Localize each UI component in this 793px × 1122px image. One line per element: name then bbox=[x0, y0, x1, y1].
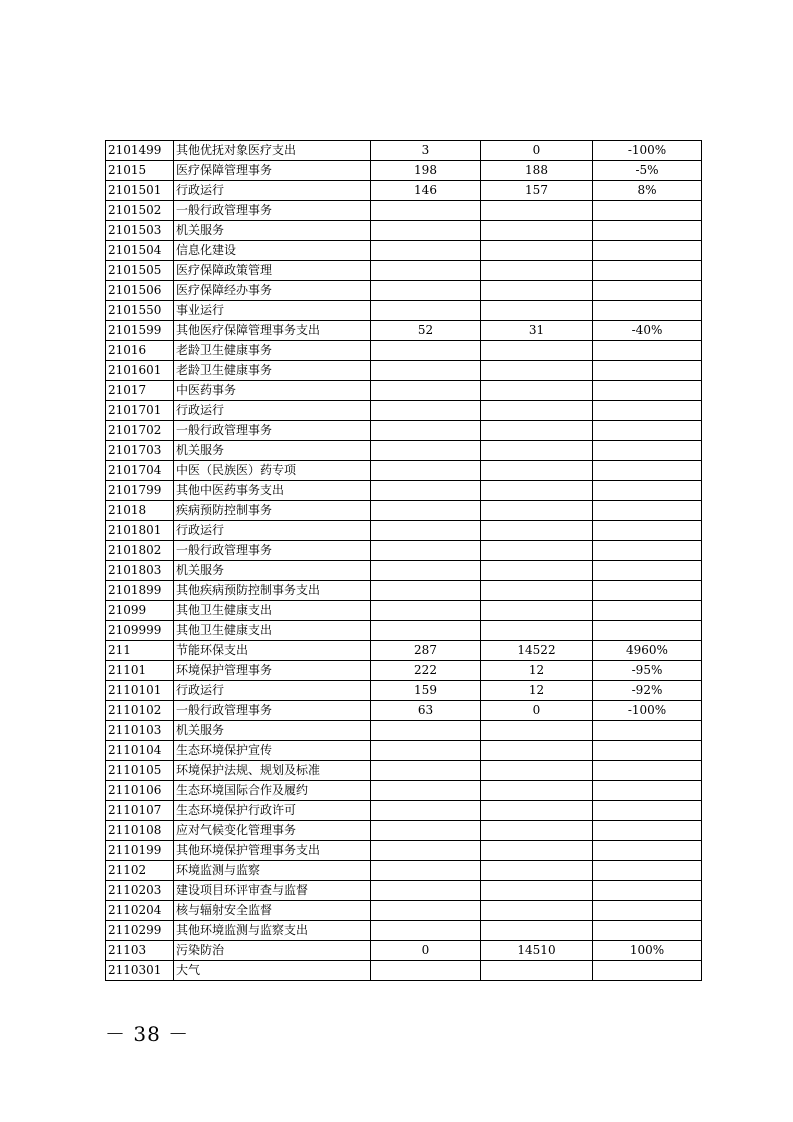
table-row bbox=[106, 421, 702, 441]
subject-code-cell: 2110106 bbox=[106, 781, 174, 801]
subject-name-cell: 机关服务 bbox=[174, 221, 371, 241]
subject-name-cell: 疾病预防控制事务 bbox=[174, 501, 371, 521]
subject-name-cell: 信息化建设 bbox=[174, 241, 371, 261]
change-percent-cell bbox=[593, 501, 702, 521]
amount-b-cell bbox=[481, 521, 593, 541]
subject-name-cell: 机关服务 bbox=[174, 561, 371, 581]
table-row bbox=[106, 401, 702, 421]
amount-a-cell bbox=[371, 421, 481, 441]
amount-a-cell: 3 bbox=[371, 141, 481, 161]
amount-a-cell bbox=[371, 441, 481, 461]
subject-code-cell: 2110103 bbox=[106, 721, 174, 741]
table-row bbox=[106, 681, 702, 701]
amount-b-cell bbox=[481, 441, 593, 461]
amount-a-cell bbox=[371, 241, 481, 261]
table-row bbox=[106, 621, 702, 641]
subject-code-cell: 2109999 bbox=[106, 621, 174, 641]
amount-a-cell bbox=[371, 621, 481, 641]
subject-code-cell: 21099 bbox=[106, 601, 174, 621]
subject-code-cell: 2101502 bbox=[106, 201, 174, 221]
change-percent-cell bbox=[593, 461, 702, 481]
table-row bbox=[106, 281, 702, 301]
subject-name-cell: 行政运行 bbox=[174, 521, 371, 541]
amount-a-cell bbox=[371, 821, 481, 841]
change-percent-cell: 4960% bbox=[593, 641, 702, 661]
subject-name-cell: 其他中医药事务支出 bbox=[174, 481, 371, 501]
table-row bbox=[106, 341, 702, 361]
subject-name-cell: 建设项目环评审查与监督 bbox=[174, 881, 371, 901]
amount-b-cell bbox=[481, 961, 593, 981]
table-row bbox=[106, 461, 702, 481]
subject-code-cell: 21102 bbox=[106, 861, 174, 881]
subject-code-cell: 2110199 bbox=[106, 841, 174, 861]
change-percent-cell bbox=[593, 901, 702, 921]
subject-code-cell: 2101505 bbox=[106, 261, 174, 281]
amount-a-cell bbox=[371, 721, 481, 741]
subject-name-cell: 环境监测与监察 bbox=[174, 861, 371, 881]
table-row bbox=[106, 561, 702, 581]
change-percent-cell bbox=[593, 581, 702, 601]
amount-b-cell: 14510 bbox=[481, 941, 593, 961]
subject-code-cell: 21103 bbox=[106, 941, 174, 961]
table-row bbox=[106, 521, 702, 541]
subject-code-cell: 2110107 bbox=[106, 801, 174, 821]
amount-a-cell bbox=[371, 341, 481, 361]
amount-a-cell bbox=[371, 761, 481, 781]
amount-a-cell: 222 bbox=[371, 661, 481, 681]
table-row bbox=[106, 641, 702, 661]
table-row bbox=[106, 441, 702, 461]
change-percent-cell bbox=[593, 481, 702, 501]
subject-name-cell: 老龄卫生健康事务 bbox=[174, 361, 371, 381]
table-row bbox=[106, 581, 702, 601]
subject-code-cell: 2101601 bbox=[106, 361, 174, 381]
change-percent-cell bbox=[593, 861, 702, 881]
table-row bbox=[106, 221, 702, 241]
amount-b-cell bbox=[481, 261, 593, 281]
amount-a-cell: 0 bbox=[371, 941, 481, 961]
subject-code-cell: 2110299 bbox=[106, 921, 174, 941]
subject-name-cell: 行政运行 bbox=[174, 681, 371, 701]
change-percent-cell bbox=[593, 221, 702, 241]
amount-a-cell bbox=[371, 601, 481, 621]
subject-name-cell: 中医药事务 bbox=[174, 381, 371, 401]
amount-a-cell: 287 bbox=[371, 641, 481, 661]
subject-name-cell: 环境保护法规、规划及标准 bbox=[174, 761, 371, 781]
amount-b-cell bbox=[481, 401, 593, 421]
change-percent-cell bbox=[593, 541, 702, 561]
amount-b-cell bbox=[481, 381, 593, 401]
amount-b-cell bbox=[481, 341, 593, 361]
subject-name-cell: 大气 bbox=[174, 961, 371, 981]
change-percent-cell bbox=[593, 881, 702, 901]
subject-code-cell: 21015 bbox=[106, 161, 174, 181]
subject-code-cell: 2101599 bbox=[106, 321, 174, 341]
amount-a-cell bbox=[371, 541, 481, 561]
amount-a-cell bbox=[371, 261, 481, 281]
subject-name-cell: 事业运行 bbox=[174, 301, 371, 321]
change-percent-cell bbox=[593, 721, 702, 741]
amount-a-cell bbox=[371, 521, 481, 541]
subject-code-cell: 2101499 bbox=[106, 141, 174, 161]
subject-code-cell: 2101803 bbox=[106, 561, 174, 581]
subject-name-cell: 其他卫生健康支出 bbox=[174, 601, 371, 621]
change-percent-cell bbox=[593, 781, 702, 801]
subject-name-cell: 其他医疗保障管理事务支出 bbox=[174, 321, 371, 341]
amount-a-cell bbox=[371, 201, 481, 221]
subject-name-cell: 其他疾病预防控制事务支出 bbox=[174, 581, 371, 601]
amount-b-cell bbox=[481, 801, 593, 821]
subject-code-cell: 2101504 bbox=[106, 241, 174, 261]
subject-name-cell: 应对气候变化管理事务 bbox=[174, 821, 371, 841]
subject-code-cell: 2110301 bbox=[106, 961, 174, 981]
subject-name-cell: 生态环境保护宣传 bbox=[174, 741, 371, 761]
change-percent-cell bbox=[593, 601, 702, 621]
table-row bbox=[106, 721, 702, 741]
table-row bbox=[106, 821, 702, 841]
table-row bbox=[106, 841, 702, 861]
change-percent-cell bbox=[593, 241, 702, 261]
subject-code-cell: 2101704 bbox=[106, 461, 174, 481]
amount-b-cell bbox=[481, 501, 593, 521]
amount-a-cell bbox=[371, 841, 481, 861]
amount-b-cell bbox=[481, 581, 593, 601]
table-row bbox=[106, 241, 702, 261]
table-row bbox=[106, 141, 702, 161]
table-row bbox=[106, 321, 702, 341]
amount-b-cell bbox=[481, 601, 593, 621]
amount-b-cell bbox=[481, 561, 593, 581]
amount-b-cell bbox=[481, 821, 593, 841]
table-row bbox=[106, 701, 702, 721]
change-percent-cell bbox=[593, 741, 702, 761]
subject-code-cell: 2110203 bbox=[106, 881, 174, 901]
table-row bbox=[106, 361, 702, 381]
table-row bbox=[106, 741, 702, 761]
subject-code-cell: 2110108 bbox=[106, 821, 174, 841]
change-percent-cell: -100% bbox=[593, 701, 702, 721]
amount-b-cell bbox=[481, 841, 593, 861]
change-percent-cell bbox=[593, 201, 702, 221]
subject-code-cell: 211 bbox=[106, 641, 174, 661]
subject-code-cell: 2110101 bbox=[106, 681, 174, 701]
subject-name-cell: 节能环保支出 bbox=[174, 641, 371, 661]
subject-code-cell: 2110102 bbox=[106, 701, 174, 721]
subject-name-cell: 其他环境保护管理事务支出 bbox=[174, 841, 371, 861]
amount-b-cell bbox=[481, 461, 593, 481]
table-row bbox=[106, 781, 702, 801]
amount-b-cell bbox=[481, 881, 593, 901]
change-percent-cell: 8% bbox=[593, 181, 702, 201]
amount-a-cell bbox=[371, 381, 481, 401]
change-percent-cell: 100% bbox=[593, 941, 702, 961]
subject-name-cell: 医疗保障经办事务 bbox=[174, 281, 371, 301]
change-percent-cell bbox=[593, 801, 702, 821]
subject-code-cell: 2101702 bbox=[106, 421, 174, 441]
amount-a-cell: 159 bbox=[371, 681, 481, 701]
subject-name-cell: 其他环境监测与监察支出 bbox=[174, 921, 371, 941]
change-percent-cell bbox=[593, 381, 702, 401]
table-row bbox=[106, 761, 702, 781]
table-row bbox=[106, 261, 702, 281]
amount-b-cell bbox=[481, 861, 593, 881]
subject-code-cell: 2110204 bbox=[106, 901, 174, 921]
subject-name-cell: 机关服务 bbox=[174, 441, 371, 461]
subject-name-cell: 行政运行 bbox=[174, 181, 371, 201]
amount-b-cell bbox=[481, 241, 593, 261]
subject-code-cell: 2101703 bbox=[106, 441, 174, 461]
change-percent-cell: -40% bbox=[593, 321, 702, 341]
table-row bbox=[106, 501, 702, 521]
change-percent-cell: -100% bbox=[593, 141, 702, 161]
table-row bbox=[106, 861, 702, 881]
change-percent-cell bbox=[593, 361, 702, 381]
subject-name-cell: 机关服务 bbox=[174, 721, 371, 741]
subject-code-cell: 2101799 bbox=[106, 481, 174, 501]
amount-a-cell: 52 bbox=[371, 321, 481, 341]
subject-name-cell: 环境保护管理事务 bbox=[174, 661, 371, 681]
subject-name-cell: 医疗保障政策管理 bbox=[174, 261, 371, 281]
subject-code-cell: 2101506 bbox=[106, 281, 174, 301]
amount-a-cell bbox=[371, 561, 481, 581]
table-row bbox=[106, 161, 702, 181]
subject-code-cell: 2101501 bbox=[106, 181, 174, 201]
amount-b-cell bbox=[481, 901, 593, 921]
amount-b-cell bbox=[481, 361, 593, 381]
change-percent-cell bbox=[593, 821, 702, 841]
amount-a-cell bbox=[371, 281, 481, 301]
subject-name-cell: 一般行政管理事务 bbox=[174, 421, 371, 441]
change-percent-cell bbox=[593, 841, 702, 861]
subject-code-cell: 2101801 bbox=[106, 521, 174, 541]
change-percent-cell bbox=[593, 281, 702, 301]
amount-a-cell bbox=[371, 781, 481, 801]
amount-b-cell: 14522 bbox=[481, 641, 593, 661]
amount-b-cell: 0 bbox=[481, 701, 593, 721]
subject-name-cell: 生态环境保护行政许可 bbox=[174, 801, 371, 821]
amount-a-cell bbox=[371, 921, 481, 941]
subject-name-cell: 老龄卫生健康事务 bbox=[174, 341, 371, 361]
subject-code-cell: 2110104 bbox=[106, 741, 174, 761]
table-row bbox=[106, 881, 702, 901]
table-row bbox=[106, 481, 702, 501]
amount-b-cell bbox=[481, 221, 593, 241]
change-percent-cell bbox=[593, 561, 702, 581]
subject-code-cell: 21101 bbox=[106, 661, 174, 681]
change-percent-cell bbox=[593, 441, 702, 461]
change-percent-cell: -95% bbox=[593, 661, 702, 681]
amount-a-cell: 146 bbox=[371, 181, 481, 201]
subject-name-cell: 一般行政管理事务 bbox=[174, 201, 371, 221]
change-percent-cell bbox=[593, 341, 702, 361]
amount-b-cell bbox=[481, 301, 593, 321]
table-row bbox=[106, 601, 702, 621]
amount-b-cell bbox=[481, 761, 593, 781]
amount-a-cell bbox=[371, 801, 481, 821]
table-row bbox=[106, 661, 702, 681]
amount-b-cell: 157 bbox=[481, 181, 593, 201]
table-row bbox=[106, 961, 702, 981]
amount-a-cell bbox=[371, 741, 481, 761]
amount-a-cell bbox=[371, 881, 481, 901]
table-body bbox=[106, 141, 702, 981]
amount-a-cell bbox=[371, 461, 481, 481]
amount-b-cell bbox=[481, 281, 593, 301]
subject-name-cell: 一般行政管理事务 bbox=[174, 701, 371, 721]
subject-code-cell: 21018 bbox=[106, 501, 174, 521]
change-percent-cell bbox=[593, 921, 702, 941]
amount-a-cell bbox=[371, 221, 481, 241]
table-row bbox=[106, 921, 702, 941]
table-row bbox=[106, 901, 702, 921]
subject-code-cell: 2101899 bbox=[106, 581, 174, 601]
amount-b-cell bbox=[481, 921, 593, 941]
change-percent-cell bbox=[593, 261, 702, 281]
amount-a-cell bbox=[371, 301, 481, 321]
table-row bbox=[106, 941, 702, 961]
budget-table bbox=[105, 140, 702, 981]
change-percent-cell bbox=[593, 421, 702, 441]
subject-name-cell: 污染防治 bbox=[174, 941, 371, 961]
amount-b-cell bbox=[481, 741, 593, 761]
amount-a-cell bbox=[371, 401, 481, 421]
amount-b-cell: 12 bbox=[481, 661, 593, 681]
subject-code-cell: 21017 bbox=[106, 381, 174, 401]
amount-b-cell: 31 bbox=[481, 321, 593, 341]
subject-code-cell: 2101802 bbox=[106, 541, 174, 561]
amount-a-cell bbox=[371, 861, 481, 881]
amount-b-cell bbox=[481, 721, 593, 741]
subject-name-cell: 中医（民族医）药专项 bbox=[174, 461, 371, 481]
subject-name-cell: 医疗保障管理事务 bbox=[174, 161, 371, 181]
page-number: － 38 － bbox=[105, 1022, 190, 1046]
table-row bbox=[106, 801, 702, 821]
amount-a-cell bbox=[371, 901, 481, 921]
change-percent-cell bbox=[593, 521, 702, 541]
amount-b-cell: 0 bbox=[481, 141, 593, 161]
subject-code-cell: 2101701 bbox=[106, 401, 174, 421]
amount-b-cell bbox=[481, 781, 593, 801]
amount-b-cell bbox=[481, 201, 593, 221]
amount-a-cell bbox=[371, 481, 481, 501]
change-percent-cell: -5% bbox=[593, 161, 702, 181]
amount-b-cell: 12 bbox=[481, 681, 593, 701]
table-row bbox=[106, 301, 702, 321]
change-percent-cell bbox=[593, 961, 702, 981]
amount-b-cell bbox=[481, 621, 593, 641]
subject-name-cell: 一般行政管理事务 bbox=[174, 541, 371, 561]
subject-name-cell: 行政运行 bbox=[174, 401, 371, 421]
amount-b-cell bbox=[481, 421, 593, 441]
table-row bbox=[106, 181, 702, 201]
change-percent-cell bbox=[593, 301, 702, 321]
table-row bbox=[106, 381, 702, 401]
subject-code-cell: 2101550 bbox=[106, 301, 174, 321]
change-percent-cell bbox=[593, 401, 702, 421]
amount-a-cell: 63 bbox=[371, 701, 481, 721]
change-percent-cell: -92% bbox=[593, 681, 702, 701]
subject-name-cell: 生态环境国际合作及履约 bbox=[174, 781, 371, 801]
subject-name-cell: 核与辐射安全监督 bbox=[174, 901, 371, 921]
amount-a-cell bbox=[371, 961, 481, 981]
change-percent-cell bbox=[593, 761, 702, 781]
amount-a-cell: 198 bbox=[371, 161, 481, 181]
change-percent-cell bbox=[593, 621, 702, 641]
subject-code-cell: 21016 bbox=[106, 341, 174, 361]
table-row bbox=[106, 541, 702, 561]
amount-a-cell bbox=[371, 501, 481, 521]
subject-code-cell: 2101503 bbox=[106, 221, 174, 241]
subject-name-cell: 其他优抚对象医疗支出 bbox=[174, 141, 371, 161]
table-row bbox=[106, 201, 702, 221]
amount-a-cell bbox=[371, 581, 481, 601]
amount-a-cell bbox=[371, 361, 481, 381]
subject-name-cell: 其他卫生健康支出 bbox=[174, 621, 371, 641]
amount-b-cell bbox=[481, 541, 593, 561]
subject-code-cell: 2110105 bbox=[106, 761, 174, 781]
amount-b-cell bbox=[481, 481, 593, 501]
amount-b-cell: 188 bbox=[481, 161, 593, 181]
